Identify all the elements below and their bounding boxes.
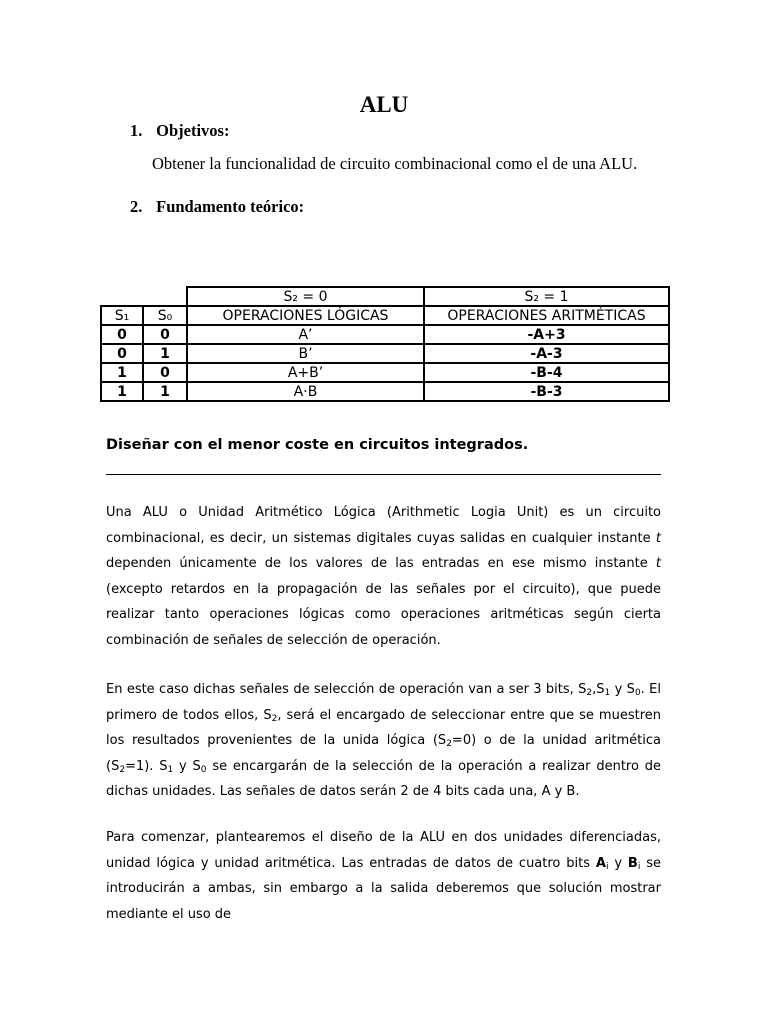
header-s1: S₁ [101, 306, 143, 325]
text-run: Una ALU o Unidad Aritmético Lógica (Arithmetic Logia Unit) es un circuito combinacional, es decir, un sistemas digitales cuyas salidas en cualquier instante [106, 505, 661, 546]
objective-text: Obtener la funcionalidad de circuito combinacional como el de una ALU. [152, 154, 638, 173]
subscript: i [605, 861, 609, 872]
section-title: Fundamento teórico: [156, 197, 305, 216]
cell-s0: 1 [143, 344, 187, 363]
subscript: 2 [119, 764, 126, 775]
cell-logic: B’ [187, 344, 424, 363]
italic-variable: t [655, 530, 661, 546]
cell-s1: 0 [101, 325, 143, 344]
subscript: 2 [446, 739, 452, 749]
text-run: En este caso dichas señales de selección de operación van a ser 3 bits, S [106, 682, 587, 697]
subscript: 1 [167, 764, 174, 775]
text-run: (excepto retardos en la propagación de las señales por el circuito), que puede realizar tanto operaciones lógicas como operaciones aritméticas según cierta combinación de señales de selección de operación. [106, 581, 661, 648]
subscript: 1 [604, 688, 611, 698]
section-number: 1. [130, 121, 143, 140]
design-subtitle: Diseñar con el menor coste en circuitos integrados. [106, 437, 529, 453]
cell-arith: -A+3 [424, 325, 669, 344]
cell-s1: 1 [101, 363, 143, 382]
section-number: 2. [130, 197, 143, 216]
header-logic-ops: OPERACIONES LÓGICAS [187, 306, 424, 325]
text-run: ,S [592, 682, 605, 697]
section-heading-fundamento [130, 197, 304, 217]
bold-variable: B [627, 855, 638, 871]
operations-table [100, 286, 670, 402]
bold-variable: A [595, 855, 606, 871]
cell-logic: A·B [187, 382, 424, 401]
text-run: y [608, 855, 628, 871]
cell-logic: A’ [187, 325, 424, 344]
horizontal-rule [106, 474, 661, 475]
cell-s0: 1 [143, 382, 187, 401]
cell-s1: 0 [101, 344, 143, 363]
cell-arith: -A-3 [424, 344, 669, 363]
header-s2-1: S₂ = 1 [424, 287, 669, 306]
paragraph-design-plan [106, 825, 661, 927]
header-s0: S₀ [143, 306, 187, 325]
cell-s0: 0 [143, 325, 187, 344]
empty-cell [143, 287, 187, 306]
table-row [101, 325, 669, 344]
subscript: 0 [634, 688, 641, 698]
text-run: y S [610, 682, 635, 697]
text-run: =0) o de la unidad aritmética (S [106, 733, 662, 774]
cell-s0: 0 [143, 363, 187, 382]
cell-s1: 1 [101, 382, 143, 401]
paragraph-selection-signals [106, 677, 661, 805]
text-run: dependen únicamente de los valores de las entradas en ese mismo instante [106, 556, 656, 571]
subscript: 2 [586, 688, 593, 698]
section-heading-objetivos [130, 121, 229, 141]
table-header-row-s2 [101, 287, 669, 306]
page-title: ALU [359, 92, 409, 117]
table-header-row-columns [101, 306, 669, 325]
table-row [101, 363, 669, 382]
text-run: . El primero de todos ellos, S [106, 682, 661, 723]
subscript: 0 [200, 764, 207, 775]
italic-variable: t [655, 556, 661, 571]
text-run: se encargarán de la selección de la operación a realizar dentro de dichas unidades. Las señales de datos serán 2 de 4 bits cada una, A y B. [106, 758, 661, 799]
subscript: i [637, 861, 641, 872]
header-s2-0: S₂ = 0 [187, 287, 424, 306]
table-row [101, 382, 669, 401]
cell-arith: -B-3 [424, 382, 669, 401]
subscript: 2 [271, 713, 278, 724]
cell-arith: -B-4 [424, 363, 669, 382]
text-run: , será el encargado de seleccionar entre que se muestren los resultados provenientes de la unida lógica (S [106, 707, 661, 748]
cell-logic: A+B’ [187, 363, 424, 382]
text-run: se introducirán a ambas, sin embargo a la salida deberemos que solución mostrar mediante el uso de [106, 855, 661, 922]
section-title: Objetivos: [156, 121, 230, 140]
paragraph-intro [106, 500, 661, 653]
empty-cell [101, 287, 143, 306]
table-row [101, 344, 669, 363]
text-run: Para comenzar, plantearemos el diseño de la ALU en dos unidades diferenciadas, unidad lógica y unidad aritmética. Las entradas de datos de cuatro bits [106, 830, 661, 871]
text-run: =1). S [125, 758, 168, 774]
header-arith-ops: OPERACIONES ARITMÉTICAS [424, 306, 669, 325]
text-run: y S [173, 758, 201, 774]
